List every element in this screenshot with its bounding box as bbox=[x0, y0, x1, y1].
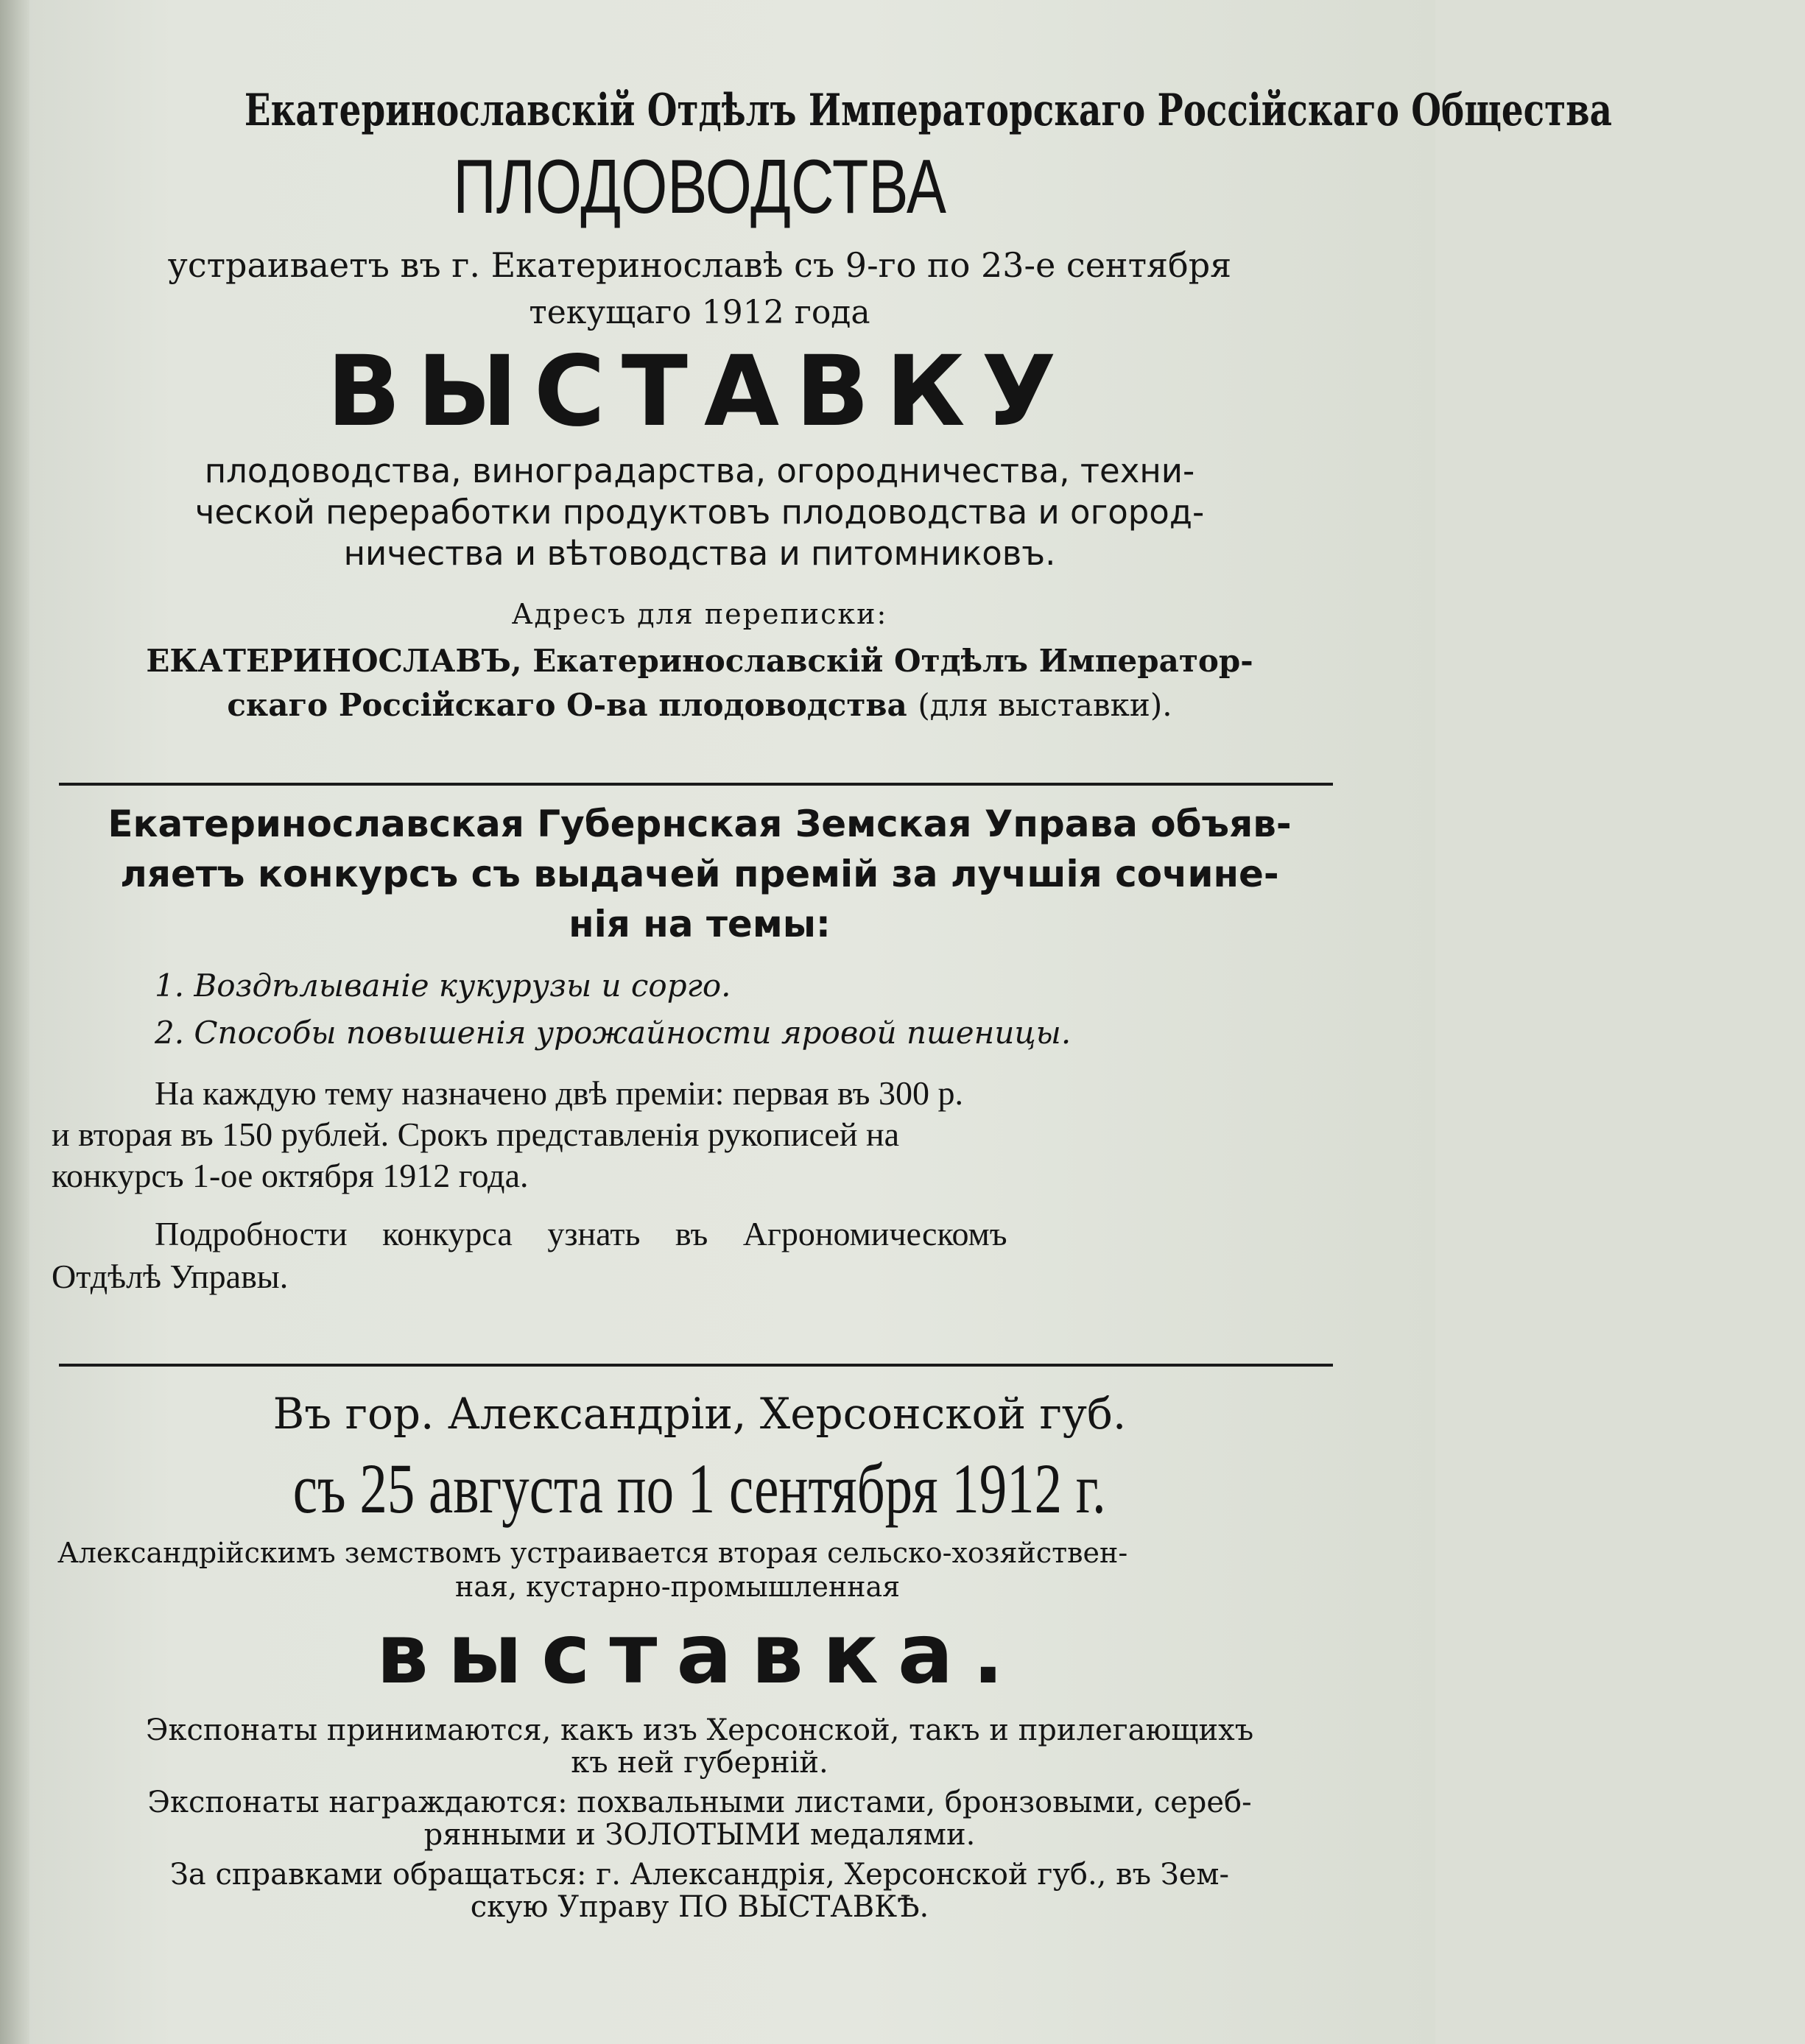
dates-line: устраиваетъ въ г. Екатеринославѣ съ 9-го по 23-е сентября bbox=[167, 245, 1232, 285]
details-line-1: Подробности конкурса узнать въ Агрономическомъ bbox=[155, 1215, 1007, 1252]
exhibits-line-2: къ ней губерній. bbox=[571, 1746, 828, 1780]
organizer-line-1: Александрійскимъ земствомъ устраивается вторая сельско-хозяйствен- bbox=[57, 1537, 1128, 1569]
exhibition-announcement-alexandria bbox=[52, 1384, 1348, 1923]
divider-1 bbox=[59, 783, 1333, 786]
contact-line-2: скую Управу ПО ВЫСТАВКѢ. bbox=[470, 1890, 929, 1924]
contest-heading-line-1: Екатеринославская Губернская Земская Управа объяв- bbox=[108, 803, 1292, 845]
contact-line-1: За справками обращаться: г. Александрія, Херсонской губ., въ Зем- bbox=[170, 1858, 1229, 1892]
divider-2 bbox=[59, 1364, 1333, 1367]
contest-topic-1: 1. Воздѣлываніе кукурузы и сорго. bbox=[155, 968, 731, 1004]
details-line-2: Отдѣлѣ Управы. bbox=[52, 1258, 289, 1295]
exhibition-headline-alexandria: выставка. bbox=[376, 1607, 1024, 1702]
year-line: текущаго 1912 года bbox=[529, 294, 870, 331]
description-line-3: ничества и вѣтоводства и питомниковъ. bbox=[343, 534, 1056, 573]
prizes-line-2: и вторая въ 150 рублей. Срокъ представленія рукописей на bbox=[52, 1116, 900, 1153]
contest-topic-2: 2. Способы повышенія урожайности яровой пшеницы. bbox=[155, 1015, 1072, 1051]
essay-contest-announcement bbox=[52, 799, 1348, 1298]
address-note: (для выставки). bbox=[918, 687, 1172, 723]
exhibition-announcement-ekaterinoslav bbox=[52, 81, 1612, 727]
contest-heading-line-3: нія на темы: bbox=[569, 903, 831, 945]
page-binding-edge bbox=[0, 0, 29, 2044]
awards-line-2: рянными и ЗОЛОТЫМИ медалями. bbox=[423, 1818, 976, 1852]
exhibition-headline: ВЫСТАВКУ bbox=[326, 335, 1073, 448]
prizes-line-1: На каждую тему назначено двѣ преміи: первая въ 300 р. bbox=[155, 1074, 963, 1112]
organizer-line-2: ная, кустарно-промышленная bbox=[455, 1571, 901, 1603]
address-line-1: ЕКАТЕРИНОСЛАВЪ, Екатеринославскій Отдѣлъ Император- bbox=[146, 643, 1253, 679]
description-line-2: ческой переработки продуктовъ плодоводства и огород- bbox=[194, 493, 1205, 532]
awards-line-1: Экспонаты награждаются: похвальными листами, бронзовыми, сереб- bbox=[147, 1786, 1252, 1819]
society-line: Екатеринославскій Отдѣлъ Императорскаго Россійскаго Общества bbox=[244, 85, 1612, 136]
contest-heading-line-2: ляетъ конкурсъ съ выдачей премій за лучшія сочине- bbox=[120, 853, 1279, 895]
address-label: Адресъ для переписки: bbox=[511, 598, 888, 630]
description-line-1: плодоводства, виноградарства, огородничества, техни- bbox=[204, 451, 1195, 490]
address-line-2: скаго Россійскаго О-ва плодоводства bbox=[227, 687, 907, 723]
address-line-2-wrap bbox=[52, 683, 1348, 727]
prizes-line-3: конкурсъ 1-ое октября 1912 года. bbox=[52, 1157, 529, 1194]
dates-line-alexandria: съ 25 августа по 1 сентября 1912 г. bbox=[292, 1449, 1107, 1528]
exhibits-line-1: Экспонаты принимаются, какъ изъ Херсонской, такъ и прилегающихъ bbox=[145, 1713, 1254, 1747]
society-word: ПЛОДОВОДСТВА bbox=[453, 144, 946, 230]
place-line: Въ гор. Александріи, Херсонской губ. bbox=[272, 1389, 1127, 1439]
